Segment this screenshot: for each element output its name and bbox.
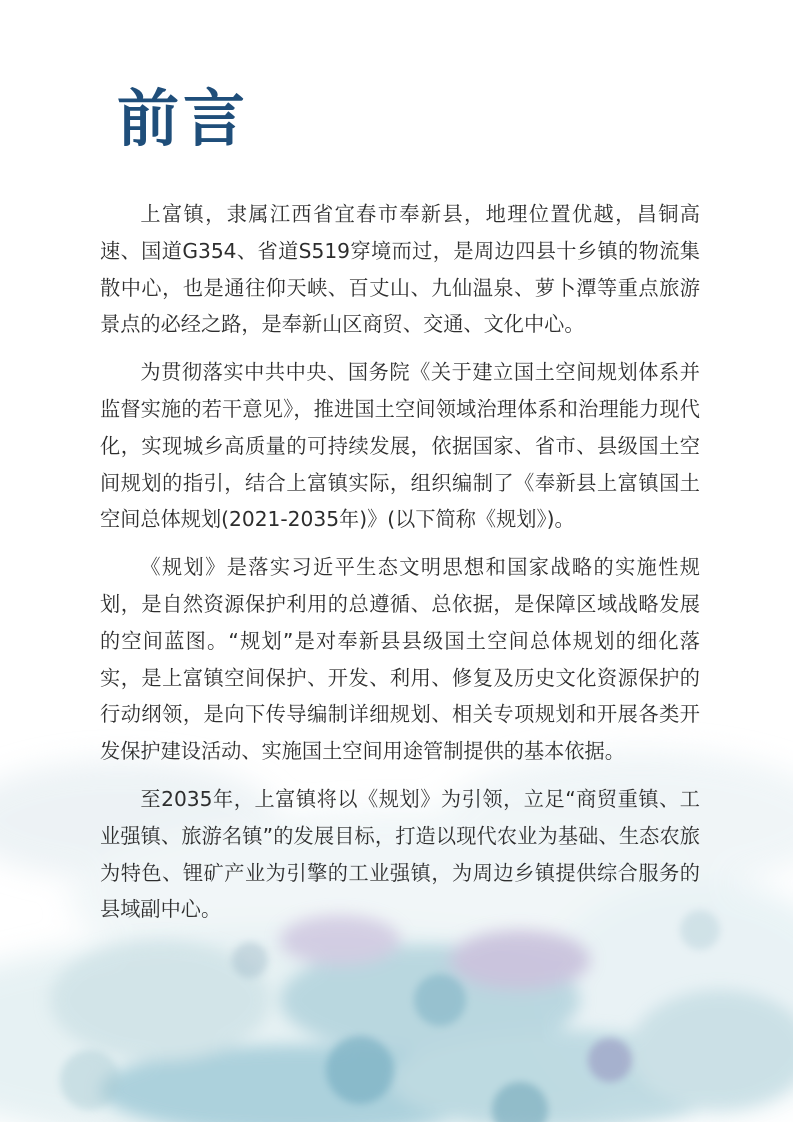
paragraph-1: 上富镇，隶属江西省宜春市奉新县，地理位置优越，昌铜高速、国道G354、省道S519穿境而过，是周边四县十乡镇的物流集散中心，也是通往仰天峡、百丈山、九仙温泉、萝卜潭等重点旅游景点的必经之路，是奉新山区商贸、交通、文化中心。 bbox=[100, 202, 700, 337]
page-title: 前言 bbox=[117, 82, 250, 155]
paragraph-2: 为贯彻落实中共中央、国务院《关于建立国土空间规划体系并监督实施的若干意见》，推进国土空间领域治理体系和治理能力现代化，实现城乡高质量的可持续发展，依据国家、省市、县级国土空间规划的指引，结合上富镇实际，组织编制了《奉新县上富镇国土空间总体规划(2021-2035年)》(以下简称《规划》)。 bbox=[100, 360, 700, 532]
paragraph-4: 至2035年，上富镇将以《规划》为引领，立足“商贸重镇、工业强镇、旅游名镇”的发展目标，打造以现代农业为基础、生态农旅为特色、锂矿产业为引擎的工业强镇，为周边乡镇提供综合服务的县域副中心。 bbox=[100, 786, 700, 922]
paragraph-3: 《规划》是落实习近平生态文明思想和国家战略的实施性规划，是自然资源保护利用的总遵循、总依据，是保障区域战略发展的空间蓝图。“规划”是对奉新县县级国土空间总体规划的细化落实，是上富镇空间保护、开发、利用、修复及历史文化资源保护的行动纲领，是向下传导编制详细规划、相关专项规划和开展各类开发保护建设活动、实施国土空间用途管制提供的基本依据。 bbox=[100, 555, 700, 764]
preface-body bbox=[100, 196, 700, 939]
